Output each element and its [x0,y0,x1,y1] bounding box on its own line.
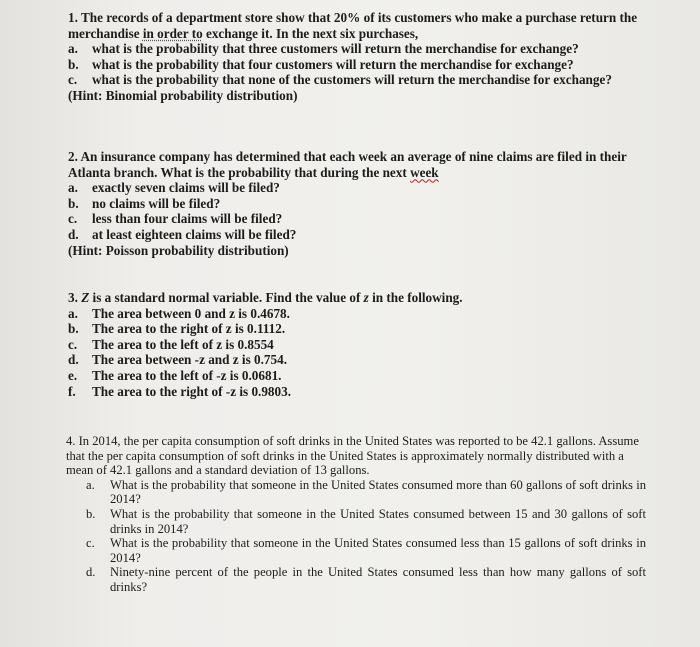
question-4-item-c: c. What is the probability that someone in the United States consumed less than 15 gallons of soft drinks in 2014? [86,536,646,565]
question-4-item-b: b. What is the probability that someone in the United States consumed between 15 and 30 gallons of soft drinks in 2014? [86,506,646,536]
question-2-item-c: c. less than four claims will be filed? [68,211,283,227]
question-3-item-b: b. The area to the right of z is 0.1112. [68,321,286,337]
question-2-item-a: a. exactly seven claims will be filed? [68,180,280,196]
question-2-hint: (Hint: Poisson probability distribution) [68,242,289,258]
underlined-phrase: in order to [142,25,203,41]
question-1 [68,10,658,104]
question-1-hint: (Hint: Binomial probability distribution) [68,87,298,103]
question-4-stem: 4. In 2014, the per capita consumption of soft drinks in the United States was reported to be 42.1 gallons. Assume that the per capita consumption of soft drinks in the United States is approximately normally distributed with a mean of 42.1 gallons and a standard deviation of 13 gallons. [66,434,639,478]
question-2-stem: 2. An insurance company has determined that each week an average of nine claims are filed in their Atlanta branch. What is the probability that during the next week [68,149,627,180]
question-1-item-c: c. what is the probability that none of the customers will return the merchandise for exchange? [68,72,612,88]
question-2-item-b: b. no claims will be filed? [68,195,221,211]
question-4-item-d: d. Ninety-nine percent of the people in the United States consumed less than how many gallons of soft drinks? [86,565,646,594]
question-2 [68,149,658,258]
question-3-item-c: c. The area to the left of z is 0.8554 [68,336,274,352]
question-3-stem: 3. Z is a standard normal variable. Find the value of z in the following. [68,290,463,305]
question-3-item-f: f. The area to the right of -z is 0.9803. [68,383,292,399]
question-1-stem: 1. The records of a department store show that 20% of its customers who make a purchase return the merchandise in order to exchange it. In the next six purchases, [68,10,638,41]
question-1-item-b: b. what is the probability that four customers will return the merchandise for exchange? [68,56,574,72]
question-3-item-d: d. The area between -z and z is 0.754. [68,352,287,368]
spellcheck-underlined-word: week [410,164,439,180]
question-3 [68,290,658,399]
question-3-item-a: a. The area between 0 and z is 0.4678. [68,305,290,321]
question-2-item-d: d. at least eighteen claims will be filed? [68,226,297,242]
question-4 [66,434,646,595]
question-4-item-a: a. What is the probability that someone in the United States consumed more than 60 gallons of soft drinks in 2014? [86,477,646,507]
question-1-item-a: a. what is the probability that three customers will return the merchandise for exchange? [68,41,579,57]
question-3-item-e: e. The area to the left of -z is 0.0681. [68,367,282,383]
